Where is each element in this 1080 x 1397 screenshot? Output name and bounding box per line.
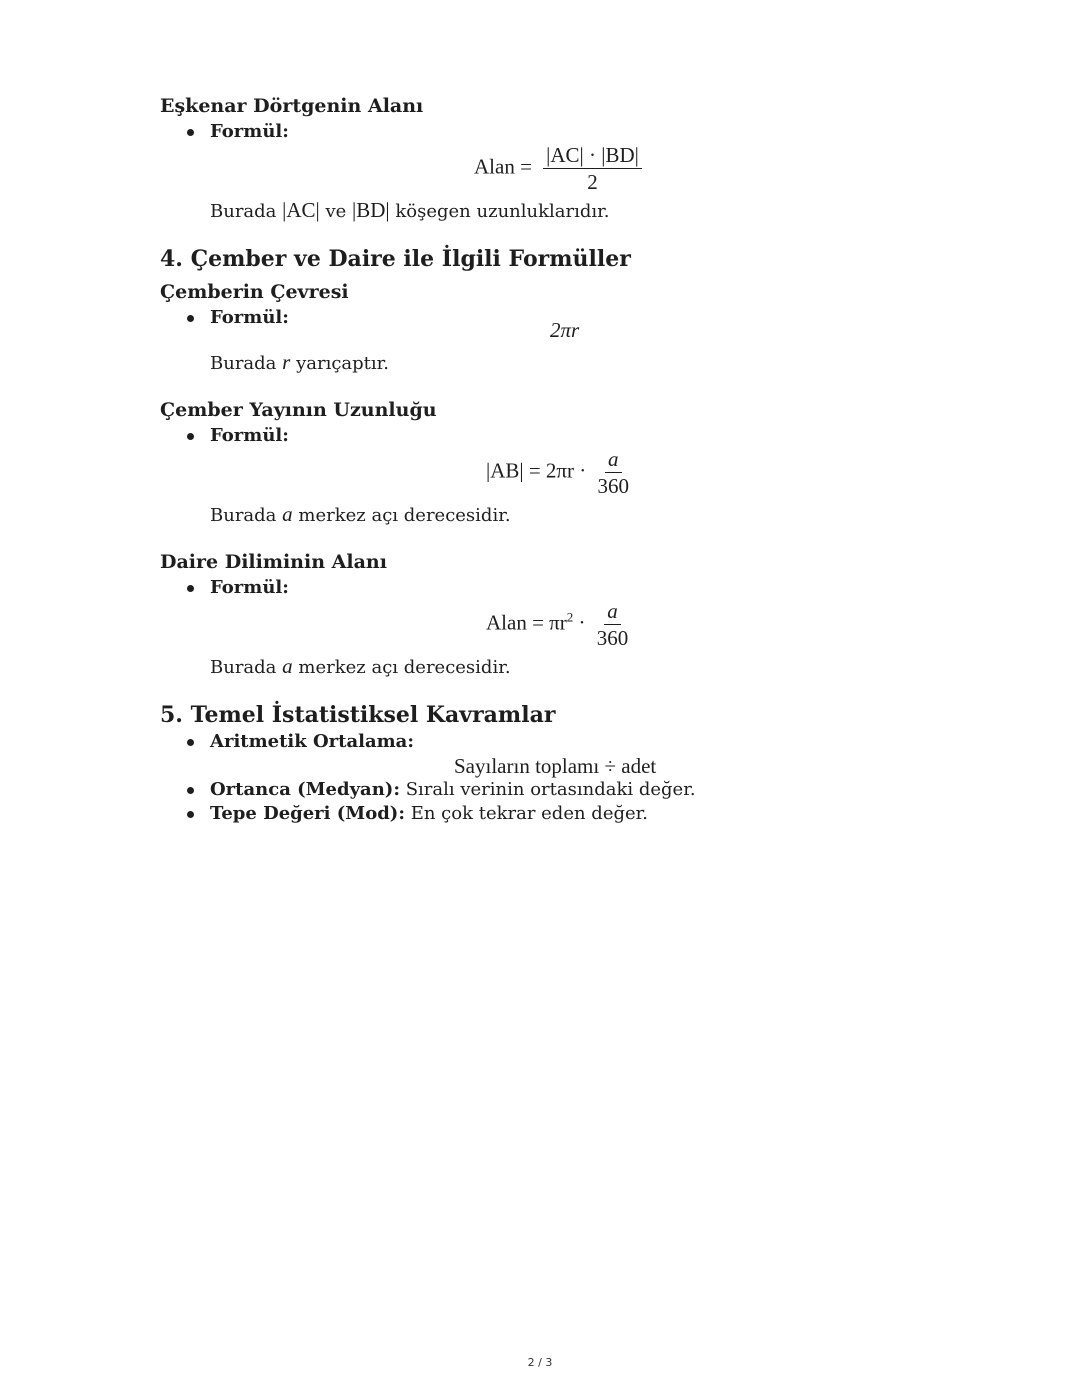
mode-text: En çok tekrar eden değer. [410, 803, 648, 824]
circumference-note [160, 350, 920, 376]
rhombus-heading: Eşkenar Dörtgenin Alanı [160, 95, 424, 117]
note-prefix: Burada [210, 657, 277, 678]
page-number: 2 / 3 [527, 1356, 553, 1369]
circumference-formula-bullet [160, 306, 920, 330]
formula-label: Formül: [210, 425, 289, 446]
circumference-formula: 2πr [550, 318, 580, 342]
sector-heading: Daire Diliminin Alanı [160, 551, 387, 573]
formula-lhs: Alan = [474, 154, 532, 179]
formula-label: Formül: [210, 307, 289, 328]
mean-bullet [160, 730, 920, 754]
bullet-icon [187, 787, 194, 794]
note-symbol: |BD| [352, 198, 390, 222]
note-suffix: merkez açı derecesidir. [298, 657, 511, 678]
note-prefix: Burada [210, 505, 277, 526]
bullet-icon [187, 811, 194, 818]
median-bullet [160, 778, 920, 802]
rhombus-formula [160, 144, 920, 198]
arc-note [160, 502, 920, 528]
rhombus-formula-bullet [160, 120, 920, 144]
formula-label: Formül: [210, 577, 289, 598]
note-prefix: Burada [210, 201, 277, 222]
formula-lhs: Alan = πr [486, 610, 567, 635]
mean-label: Aritmetik Ortalama: [210, 731, 414, 752]
section-5-title: 5. Temel İstatistiksel Kavramlar [160, 702, 556, 728]
arc-formula [160, 448, 920, 502]
bullet-icon [187, 129, 194, 136]
sector-note [160, 654, 920, 680]
note-symbol: a [282, 654, 293, 678]
circumference-heading: Çemberin Çevresi [160, 281, 349, 303]
mode-bullet [160, 802, 920, 826]
median-text: Sıralı verinin ortasındaki değer. [405, 779, 696, 800]
rhombus-note [160, 198, 920, 224]
note-suffix: yarıçaptır. [296, 353, 390, 374]
median-label: Ortanca (Medyan): [210, 779, 400, 800]
formula-numerator: a [604, 600, 621, 625]
formula-exponent: 2 [566, 609, 574, 625]
note-suffix: köşegen uzunluklarıdır. [395, 201, 610, 222]
note-symbol: r [282, 350, 291, 374]
bullet-icon [187, 585, 194, 592]
bullet-icon [187, 315, 194, 322]
note-mid: ve [325, 201, 347, 222]
formula-denominator: 360 [596, 626, 629, 650]
arc-formula-bullet [160, 424, 920, 448]
formula-denominator: 2 [587, 170, 598, 194]
formula-numerator: |AC| · |BD| [543, 144, 642, 169]
formula-denominator: 360 [597, 474, 630, 498]
formula-lhs: |AB| = 2πr · [486, 458, 587, 483]
formula-dot: · [573, 610, 586, 635]
bullet-icon [187, 739, 194, 746]
formula-numerator: a [605, 448, 622, 473]
bullet-icon [187, 433, 194, 440]
note-symbol: |AC| [282, 198, 320, 222]
formula-label: Formül: [210, 121, 289, 142]
section-4-title: 4. Çember ve Daire ile İlgili Formüller [160, 246, 631, 272]
page-content [160, 92, 920, 826]
note-suffix: merkez açı derecesidir. [298, 505, 511, 526]
note-prefix: Burada [210, 353, 277, 374]
sector-formula-bullet [160, 576, 920, 600]
mode-label: Tepe Değeri (Mod): [210, 803, 405, 824]
arc-heading: Çember Yayının Uzunluğu [160, 399, 437, 421]
note-symbol: a [282, 502, 293, 526]
sector-formula [160, 600, 920, 654]
mean-formula: Sayıların toplamı ÷ adet [454, 754, 657, 778]
